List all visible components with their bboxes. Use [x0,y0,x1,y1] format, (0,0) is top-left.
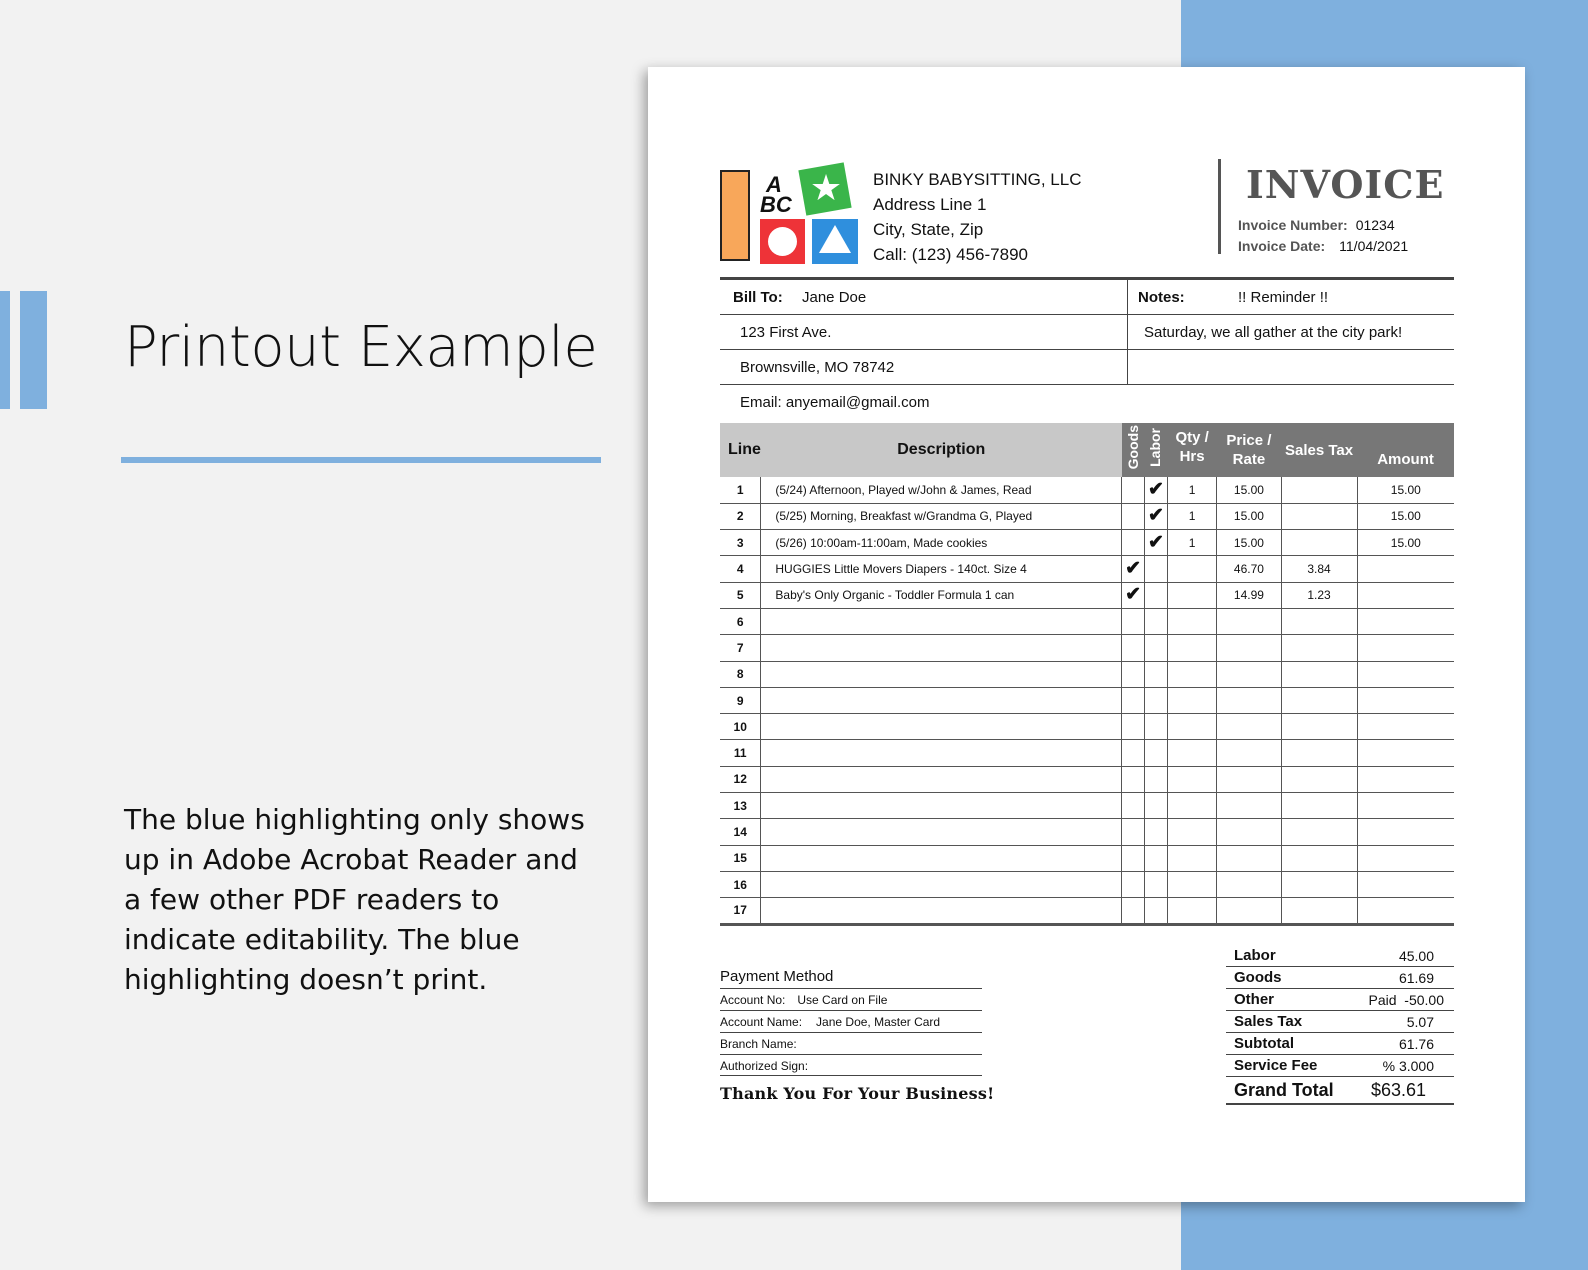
cell-tax[interactable] [1281,608,1357,634]
cell-tax[interactable] [1281,819,1357,845]
table-row [720,530,1454,556]
company-logo [720,162,860,264]
company-phone[interactable]: Call: (123) 456-7890 [873,245,1028,264]
cell-qty[interactable] [1167,871,1216,897]
cell-goods[interactable] [1122,845,1145,871]
cell-tax[interactable] [1281,687,1357,713]
total-subtotal-value: 61.76 [1398,1036,1434,1052]
account-no-value[interactable]: Use Card on File [797,993,888,1007]
cell-goods[interactable] [1122,740,1145,766]
cell-line: 9 [720,687,761,713]
cell-labor[interactable] [1145,898,1168,924]
cell-amount[interactable] [1357,556,1454,582]
table-header-row [720,423,1454,477]
cell-tax[interactable] [1281,845,1357,871]
cell-tax[interactable] [1281,740,1357,766]
header-qty: Qty / Hrs [1167,423,1216,477]
bill-to-city[interactable]: Brownsville, MO 78742 [740,359,895,376]
cell-amount[interactable] [1357,740,1454,766]
cell-goods[interactable] [1122,898,1145,924]
logo-letters-bc: BC [760,192,792,217]
cell-amount[interactable] [1357,871,1454,897]
cell-labor[interactable] [1145,766,1168,792]
cell-desc[interactable] [761,845,1122,871]
cell-line: 12 [720,766,761,792]
cell-price[interactable] [1217,845,1281,871]
company-address[interactable]: Address Line 1 [873,195,987,214]
cell-qty[interactable] [1167,766,1216,792]
cell-desc[interactable] [761,740,1122,766]
cell-labor[interactable] [1145,740,1168,766]
cell-price[interactable] [1217,687,1281,713]
cell-tax[interactable] [1281,793,1357,819]
cell-price[interactable] [1217,661,1281,687]
account-no-label: Account No: [720,993,786,1007]
invoice-page [648,67,1525,1202]
table-row [720,871,1454,897]
cell-line: 15 [720,845,761,871]
cell-labor[interactable] [1145,556,1168,582]
cell-qty[interactable]: 1 [1167,477,1216,503]
cell-tax[interactable] [1281,477,1357,503]
cell-amount[interactable] [1357,714,1454,740]
bill-to-name[interactable]: Jane Doe [802,289,867,306]
cell-qty[interactable]: 1 [1167,530,1216,556]
cell-price[interactable]: 15.00 [1217,477,1281,503]
header-labor-label: Labor [1147,428,1164,467]
cell-labor[interactable] [1145,871,1168,897]
invoice-date-label: Invoice Date: [1238,238,1326,254]
notes-label: Notes: [1138,289,1185,306]
cell-goods[interactable]: ✔ [1122,556,1145,582]
cell-labor[interactable] [1145,582,1168,608]
cell-qty[interactable] [1167,845,1216,871]
cell-line: 4 [720,556,761,582]
table-row [720,819,1454,845]
cell-amount[interactable] [1357,766,1454,792]
total-fee-row [1226,1055,1454,1077]
cell-desc[interactable]: (5/25) Morning, Breakfast w/Grandma G, Played [761,503,1122,529]
cell-labor[interactable] [1145,793,1168,819]
cell-goods[interactable] [1122,819,1145,845]
cell-desc[interactable] [761,687,1122,713]
cell-amount[interactable] [1357,582,1454,608]
total-fee-label: Service Fee [1234,1057,1318,1074]
cell-line: 7 [720,635,761,661]
cell-desc[interactable] [761,871,1122,897]
logo-letter-a: A [766,172,782,197]
cell-line: 16 [720,871,761,897]
cell-goods[interactable] [1122,530,1145,556]
table-row [720,898,1454,924]
cell-tax[interactable] [1281,530,1357,556]
header-tax: Sales Tax [1281,423,1357,477]
bill-row-4 [720,385,1454,420]
cell-line: 13 [720,793,761,819]
cell-price[interactable] [1217,766,1281,792]
total-other-row [1226,989,1454,1011]
cell-desc[interactable] [761,608,1122,634]
bill-cell [720,280,1128,315]
logo-orange-block [720,170,750,261]
table-row [720,661,1454,687]
cell-qty[interactable] [1167,608,1216,634]
cell-goods[interactable] [1122,661,1145,687]
cell-price[interactable] [1217,740,1281,766]
notes-cell [1128,280,1454,315]
cell-tax[interactable]: 1.23 [1281,582,1357,608]
cell-labor[interactable] [1145,661,1168,687]
cell-line: 3 [720,530,761,556]
cell-line: 5 [720,582,761,608]
cell-amount[interactable] [1357,635,1454,661]
bill-row-2 [720,315,1454,350]
header-line: Line [720,423,761,477]
table-row [720,582,1454,608]
cell-price[interactable]: 15.00 [1217,503,1281,529]
payment-method-title: Payment Method [720,968,834,985]
cell-desc[interactable] [761,635,1122,661]
cell-line: 17 [720,898,761,924]
bill-to-label: Bill To: [733,289,783,306]
cell-amount[interactable]: 15.00 [1357,477,1454,503]
cell-qty[interactable] [1167,819,1216,845]
cell-desc[interactable]: HUGGIES Little Movers Diapers - 140ct. Size 4 [761,556,1122,582]
header-goods-label: Goods [1124,425,1141,470]
notes-cell [1128,315,1454,350]
table-row [720,714,1454,740]
cell-qty[interactable] [1167,556,1216,582]
cell-tax[interactable] [1281,503,1357,529]
branch-label: Branch Name: [720,1037,797,1051]
account-name-row [720,1010,982,1032]
cell-goods[interactable] [1122,793,1145,819]
cell-tax[interactable] [1281,635,1357,661]
total-labor-row [1226,945,1454,967]
cell-desc[interactable] [761,661,1122,687]
total-tax-value: 5.07 [1406,1014,1434,1030]
cell-goods[interactable] [1122,608,1145,634]
total-goods-row [1226,967,1454,989]
total-subtotal-label: Subtotal [1234,1035,1294,1052]
total-goods-value: 61.69 [1398,970,1434,986]
grand-total-label: Grand Total [1234,1080,1334,1100]
cell-goods[interactable] [1122,714,1145,740]
cell-amount[interactable] [1357,661,1454,687]
cell-price[interactable] [1217,898,1281,924]
header-description: Description [761,423,1122,477]
circle-icon [768,227,797,256]
cell-labor[interactable] [1145,819,1168,845]
grand-total-value: $63.61 [1370,1080,1426,1100]
cell-price[interactable] [1217,819,1281,845]
grand-total-row [1226,1077,1454,1105]
cell-amount[interactable] [1357,687,1454,713]
bill-to-email[interactable]: Email: anyemail@gmail.com [740,394,930,411]
cell-desc[interactable] [761,714,1122,740]
line-items-table [720,423,1454,926]
cell-labor[interactable]: ✔ [1145,503,1168,529]
cell-labor[interactable] [1145,714,1168,740]
table-row [720,556,1454,582]
cell-labor[interactable] [1145,635,1168,661]
bill-cell [720,350,1128,385]
total-tax-label: Sales Tax [1234,1013,1303,1030]
bill-cell [720,315,1128,350]
invoice-meta [1238,215,1408,257]
bill-row-1 [720,280,1454,315]
header-labor [1145,423,1168,477]
cell-labor[interactable]: ✔ [1145,530,1168,556]
cell-price[interactable] [1217,793,1281,819]
cell-price[interactable]: 14.99 [1217,582,1281,608]
cell-goods[interactable] [1122,503,1145,529]
cell-qty[interactable] [1167,740,1216,766]
header-price: Price / Rate [1217,423,1281,477]
cell-line: 10 [720,714,761,740]
cell-amount[interactable] [1357,898,1454,924]
table-row [720,766,1454,792]
cell-line: 2 [720,503,761,529]
cell-amount[interactable]: 15.00 [1357,503,1454,529]
cell-price[interactable] [1217,714,1281,740]
cell-price[interactable]: 46.70 [1217,556,1281,582]
cell-amount[interactable] [1357,793,1454,819]
company-name[interactable]: BINKY BABYSITTING, LLC [873,170,1082,189]
cell-amount[interactable] [1357,608,1454,634]
cell-goods[interactable] [1122,635,1145,661]
cell-goods[interactable] [1122,687,1145,713]
invoice-number-label: Invoice Number: [1238,217,1348,233]
cell-line: 1 [720,477,761,503]
total-labor-value: 45.00 [1398,948,1434,964]
star-icon: ★ [809,167,843,208]
cell-goods[interactable] [1122,477,1145,503]
sign-row[interactable] [720,1054,982,1076]
company-info [873,167,1081,267]
table-row [720,793,1454,819]
cell-goods[interactable]: ✔ [1122,582,1145,608]
invoice-title: INVOICE [1246,162,1445,207]
total-subtotal-row [1226,1033,1454,1055]
cell-desc[interactable]: (5/26) 10:00am-11:00am, Made cookies [761,530,1122,556]
cell-line: 8 [720,661,761,687]
total-goods-label: Goods [1234,969,1282,986]
table-row [720,503,1454,529]
slide-description: The blue highlighting only shows up in Adobe Acrobat Reader and a few other PDF readers to indicate editability. The blue highlighting doesn’t print. [124,803,585,996]
cell-qty[interactable] [1167,661,1216,687]
bill-row-3 [720,350,1454,385]
notes-cell [1128,350,1454,385]
accent-bar [0,291,10,409]
cell-amount[interactable] [1357,845,1454,871]
slide-title: Printout Example [124,315,598,380]
cell-labor[interactable] [1145,608,1168,634]
cell-tax[interactable] [1281,871,1357,897]
table-row [720,477,1454,503]
company-city[interactable]: City, State, Zip [873,220,984,239]
thank-you-message: Thank You For Your Business! [720,1084,995,1103]
cell-qty[interactable] [1167,635,1216,661]
title-underline [121,457,601,463]
cell-labor[interactable] [1145,845,1168,871]
cell-amount[interactable] [1357,819,1454,845]
table-row [720,845,1454,871]
cell-price[interactable] [1217,871,1281,897]
cell-price[interactable] [1217,608,1281,634]
cell-amount[interactable]: 15.00 [1357,530,1454,556]
cell-tax[interactable] [1281,714,1357,740]
cell-tax[interactable] [1281,898,1357,924]
cell-goods[interactable] [1122,871,1145,897]
cell-labor[interactable] [1145,687,1168,713]
sign-label: Authorized Sign: [720,1059,809,1073]
cell-qty[interactable]: 1 [1167,503,1216,529]
cell-line: 11 [720,740,761,766]
branch-row[interactable] [720,1032,982,1054]
total-tax-row [1226,1011,1454,1033]
total-other-label: Other [1234,991,1275,1008]
cell-tax[interactable] [1281,766,1357,792]
account-name-value[interactable]: Jane Doe, Master Card [816,1015,941,1029]
cell-desc[interactable]: Baby's Only Organic - Toddler Formula 1 can [761,582,1122,608]
table-row [720,608,1454,634]
total-fee-value[interactable]: % 3.000 [1382,1058,1434,1074]
cell-desc[interactable]: (5/24) Afternoon, Played w/John & James, Read [761,477,1122,503]
notes-line-2[interactable]: Saturday, we all gather at the city park! [1144,324,1403,341]
cell-line: 6 [720,608,761,634]
account-no-row [720,988,982,1010]
cell-tax[interactable] [1281,661,1357,687]
triangle-icon [819,225,851,253]
cell-qty[interactable] [1167,898,1216,924]
cell-line: 14 [720,819,761,845]
header-divider [1218,159,1221,254]
cell-qty[interactable] [1167,793,1216,819]
table-row [720,740,1454,766]
header-goods [1122,423,1145,477]
cell-labor[interactable]: ✔ [1145,477,1168,503]
table-row [720,635,1454,661]
cell-desc[interactable] [761,819,1122,845]
bill-to-street[interactable]: 123 First Ave. [740,324,832,341]
cell-desc[interactable] [761,766,1122,792]
account-name-label: Account Name: [720,1015,803,1029]
table-row [720,687,1454,713]
cell-price[interactable]: 15.00 [1217,530,1281,556]
cell-tax[interactable]: 3.84 [1281,556,1357,582]
header-amount: Amount [1357,423,1454,477]
cell-desc[interactable] [761,898,1122,924]
invoice-date[interactable]: 11/04/2021 [1339,238,1409,254]
accent-bar [20,291,47,409]
cell-qty[interactable] [1167,582,1216,608]
cell-goods[interactable] [1122,766,1145,792]
total-labor-label: Labor [1234,947,1276,964]
cell-qty[interactable] [1167,714,1216,740]
cell-desc[interactable] [761,793,1122,819]
total-other-value[interactable]: Paid -50.00 [1368,992,1444,1008]
cell-qty[interactable] [1167,687,1216,713]
invoice-number[interactable]: 01234 [1355,217,1395,233]
cell-price[interactable] [1217,635,1281,661]
notes-line-1[interactable]: !! Reminder !! [1238,289,1329,306]
